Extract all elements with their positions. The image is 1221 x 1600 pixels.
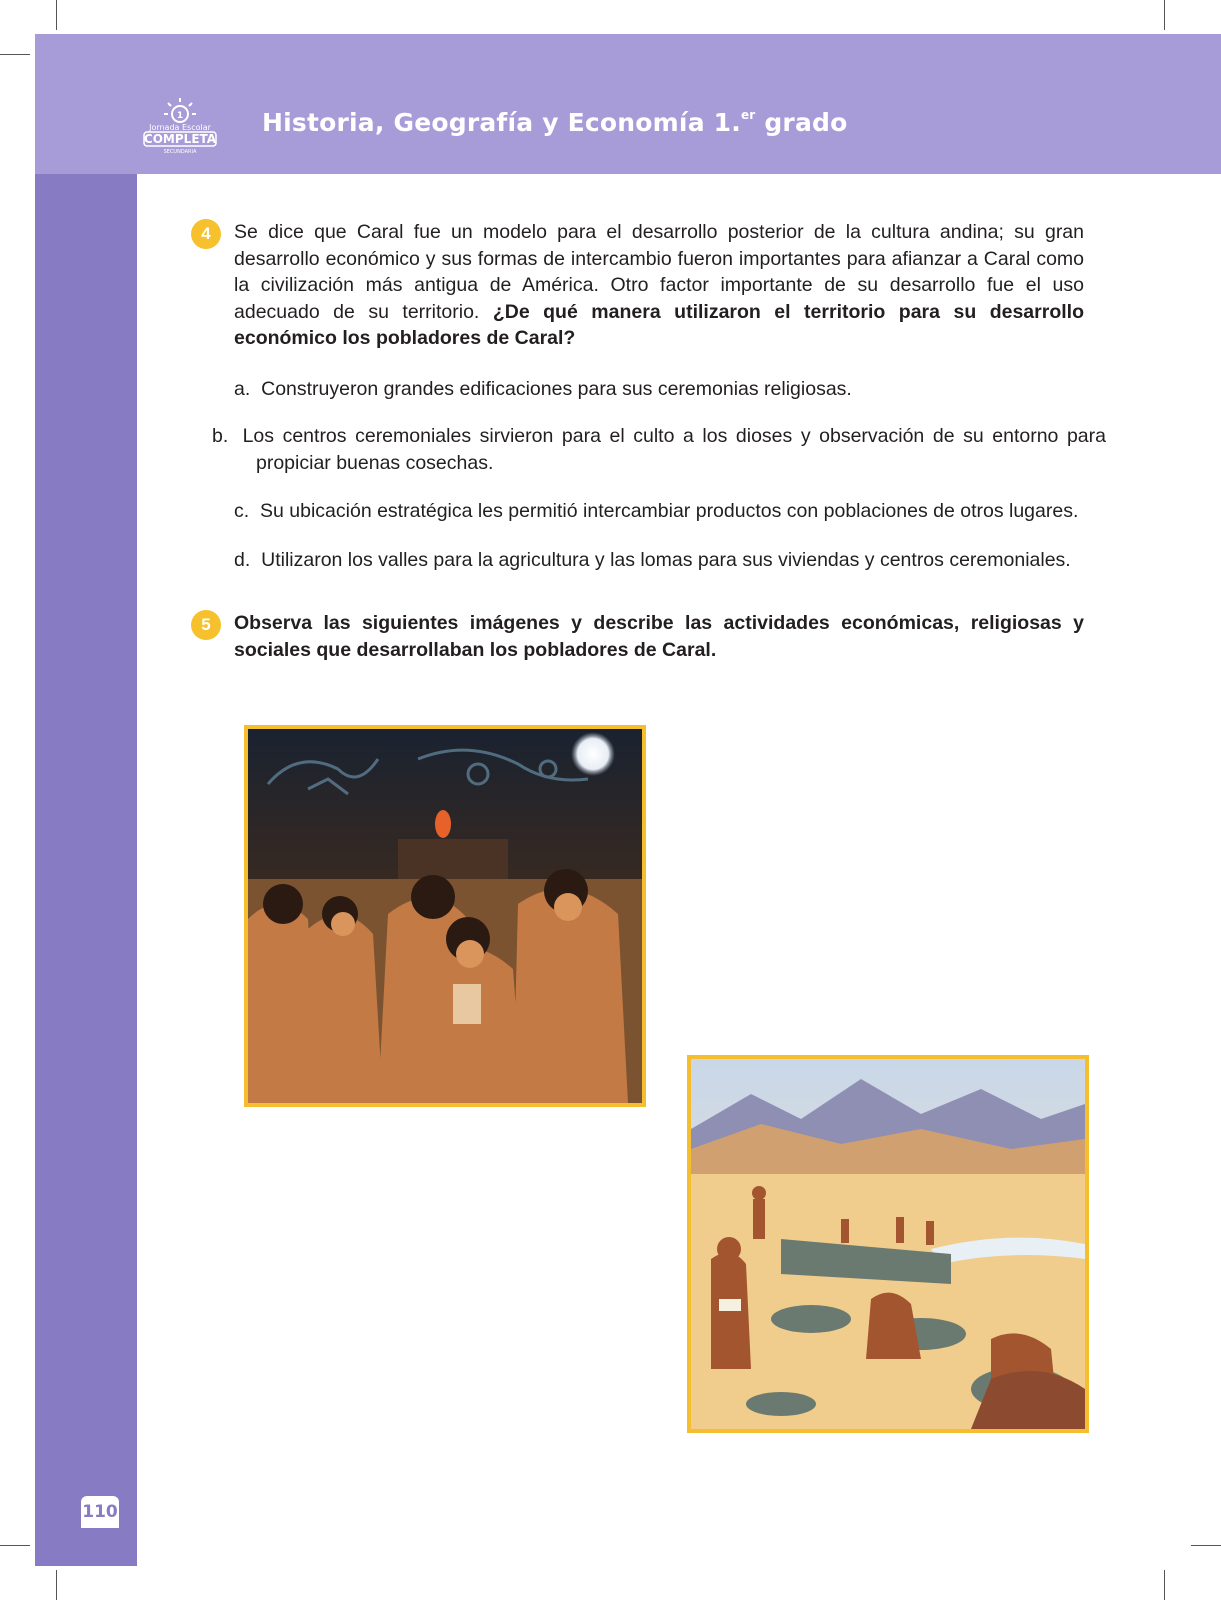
- page-header-title: Historia, Geografía y Economía 1.$^{er}$ grado: [262, 108, 848, 137]
- crop-mark: [1191, 1545, 1221, 1546]
- crop-mark: [56, 1570, 57, 1600]
- option-d: d. Utilizaron los valles para la agricultura y las lomas para sus viviendas y centros ceremoniales.: [234, 549, 1071, 571]
- question-5-text: Observa las siguientes imágenes y describe las actividades económicas, religiosas y sociales que desarrollaban los pobladores de Caral.: [234, 612, 1084, 661]
- crop-mark: [56, 0, 57, 30]
- question-4-prompt: ¿De qué manera utilizaron el territorio para su desarrollo económico los pobladores de Caral?: [234, 300, 1084, 349]
- side-band: [35, 174, 137, 1566]
- jornada-escolar-logo: [141, 96, 219, 158]
- ceremony-illustration: [244, 725, 646, 1107]
- crop-mark: [1164, 0, 1165, 30]
- question-number-badge: 4: [191, 219, 221, 249]
- option-b: b. Los centros ceremoniales sirvieron para el culto a los dioses y observación de su entorno para propiciar buenas cosechas.: [212, 425, 1106, 474]
- svg-text:Jornada Escolar: Jornada Escolar: [149, 123, 211, 132]
- question-number-badge: 5: [191, 610, 221, 640]
- crop-mark: [0, 54, 30, 55]
- svg-text:SECUNDARIA: SECUNDARIA: [163, 149, 197, 155]
- option-c: c. Su ubicación estratégica les permitió intercambiar productos con poblaciones de otros lugares.: [234, 500, 1079, 522]
- workers-illustration: [687, 1055, 1089, 1433]
- svg-text:1: 1: [176, 111, 184, 121]
- crop-mark: [0, 1545, 30, 1546]
- crop-mark: [1164, 1570, 1165, 1600]
- option-a: a. Construyeron grandes edificaciones para sus ceremonias religiosas.: [234, 378, 852, 400]
- question-4-text: Se dice que Caral fue un modelo para el desarrollo posterior de la cultura andina; su gran desarrollo económico y sus formas de intercambio fueron importantes para afianzar a Caral como la civilización más antigua de América. Otro factor importante de su desarrollo fue el uso adecuado de su territorio. ¿De qué manera utilizaron el territorio para su desarrollo económico los pobladores de Caral?: [234, 221, 1084, 349]
- page-number: 110: [81, 1496, 119, 1528]
- svg-text:COMPLETA: COMPLETA: [143, 132, 217, 146]
